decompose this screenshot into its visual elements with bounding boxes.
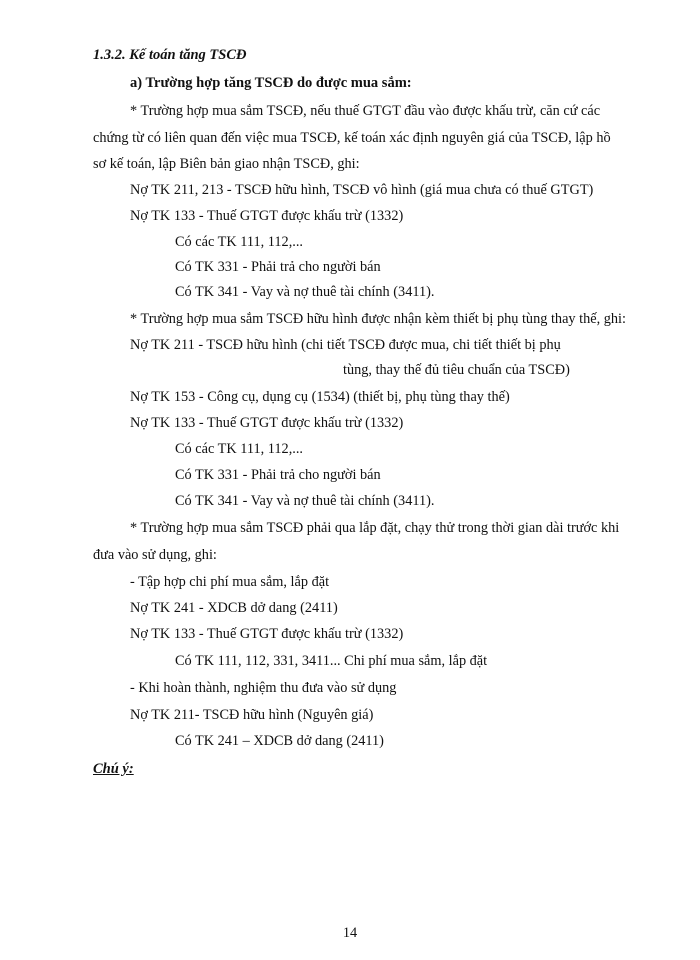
paragraph-line: * Trường hợp mua sắm TSCĐ phải qua lắp đặt, chạy thử trong thời gian dài trước khi — [130, 520, 620, 536]
paragraph-line: * Trường hợp mua sắm TSCĐ, nếu thuế GTGT đầu vào được khấu trừ, căn cứ các — [130, 103, 601, 119]
entry-line: Có TK 341 - Vay và nợ thuê tài chính (3411). — [175, 493, 435, 509]
paragraph-line: đưa vào sử dụng, ghi: — [93, 547, 217, 563]
entry-line: Nợ TK 153 - Công cụ, dụng cụ (1534) (thiết bị, phụ tùng thay thế) — [130, 389, 510, 405]
entry-line: Nợ TK 211, 213 - TSCĐ hữu hình, TSCĐ vô hình (giá mua chưa có thuế GTGT) — [130, 182, 594, 198]
entry-line: tùng, thay thế đủ tiêu chuẩn của TSCĐ) — [343, 362, 570, 378]
page-number: 14 — [342, 925, 358, 941]
entry-line: Có TK 341 - Vay và nợ thuê tài chính (3411). — [175, 284, 435, 300]
entry-line: Có TK 331 - Phải trả cho người bán — [175, 467, 381, 483]
section-heading: 1.3.2. Kế toán tăng TSCĐ — [93, 47, 247, 63]
entry-line: Nợ TK 133 - Thuế GTGT được khấu trừ (1332) — [130, 626, 404, 642]
entry-line: Nợ TK 211 - TSCĐ hữu hình (chi tiết TSCĐ được mua, chi tiết thiết bị phụ — [130, 337, 561, 353]
entry-line: Nợ TK 241 - XDCB dở dang (2411) — [130, 600, 338, 616]
subheading: a) Trường hợp tăng TSCĐ do được mua sắm: — [130, 75, 412, 91]
entry-line: - Tập hợp chi phí mua sắm, lắp đặt — [130, 574, 330, 590]
note-label: Chú ý: — [93, 761, 134, 777]
entry-line: Có TK 111, 112, 331, 3411... Chi phí mua sắm, lắp đặt — [175, 653, 488, 669]
entry-line: Nợ TK 211- TSCĐ hữu hình (Nguyên giá) — [130, 707, 374, 723]
entry-line: Có TK 331 - Phải trả cho người bán — [175, 259, 381, 275]
entry-line: Có TK 241 – XDCB dở dang (2411) — [175, 733, 384, 749]
entry-line: Nợ TK 133 - Thuế GTGT được khấu trừ (1332) — [130, 415, 404, 431]
entry-line: Có các TK 111, 112,... — [175, 234, 303, 250]
entry-line: - Khi hoàn thành, nghiệm thu đưa vào sử dụng — [130, 680, 397, 696]
entry-line: Nợ TK 133 - Thuế GTGT được khấu trừ (1332) — [130, 208, 404, 224]
entry-line: Có các TK 111, 112,... — [175, 441, 303, 457]
paragraph-line: * Trường hợp mua sắm TSCĐ hữu hình được nhận kèm thiết bị phụ tùng thay thế, ghi: — [130, 311, 626, 327]
paragraph-line: sơ kế toán, lập Biên bản giao nhận TSCĐ, ghi: — [93, 156, 360, 172]
paragraph-line: chứng từ có liên quan đến việc mua TSCĐ, kế toán xác định nguyên giá của TSCĐ, lập hồ — [93, 130, 611, 146]
